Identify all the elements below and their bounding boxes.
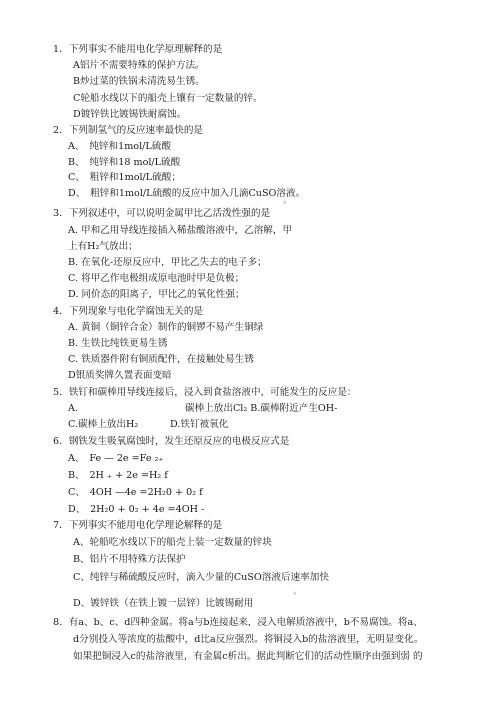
question-2-option-c: C、 粗锌和1mol/L硫酸；: [68, 172, 181, 183]
question-5-option-d: D.铁钉被氧化: [170, 419, 229, 430]
question-7-option-d: D、镀锌铁（在铁上镀一层锌）比镀锡耐用: [73, 598, 254, 609]
question-3-stem: 3．下列叙述中，可以说明金属甲比乙活泼性强的是: [53, 208, 271, 219]
page-mark-1: 4: [283, 200, 287, 206]
question-6-stem: 6．钢铁发生吸氧腐蚀时，发生还原反应的电极反应式是: [53, 436, 290, 447]
question-3-option-a-cont: 上有H₂气放出；: [68, 241, 138, 252]
question-7-option-b: B、铝片不用特殊方法保护: [73, 554, 186, 565]
question-3-option-d: D. 同价态的阳离子，甲比乙的氧化性强；: [68, 289, 245, 300]
question-4-stem: 4．下列现象与电化学腐蚀无关的是: [53, 306, 204, 317]
question-5-option-a-label: A.: [68, 403, 78, 414]
question-4-option-b: B. 生铁比纯铁更易生锈: [68, 338, 168, 349]
question-3-option-b: B. 在氧化-还原反应中，甲比乙失去的电子多；: [68, 257, 267, 268]
page-mark-2: 4: [293, 591, 297, 597]
question-1-option-a: A铝片不需要特殊的保护方法。: [73, 60, 205, 71]
question-5-stem: 5．铁钉和碳棒用导线连接后，浸入到食盐溶液中，可能发生的反应是：: [53, 387, 357, 398]
question-5-option-a-b: 碳棒上放出Cl₂ B.碳棒附近产生OH-: [185, 403, 338, 414]
question-1-option-c: C轮船水线以下的船壳上镶有一定数量的锌。: [73, 93, 263, 104]
question-4-option-a: A. 黄铜（铜锌合金）制作的铜锣不易产生铜绿: [68, 322, 264, 333]
question-2-stem: 2．下列制氢气的反应速率最快的是: [53, 125, 204, 136]
question-3-option-c: C. 将甲乙作电极组成原电池时甲是负极；: [68, 273, 245, 284]
question-1-option-b: B炒过菜的铁锅未清洗易生锈。: [73, 76, 205, 87]
question-4-option-c: C. 铁质器件附有铜质配件，在接触处易生锈: [68, 354, 254, 365]
question-3-option-a: A. 甲和乙用导线连接插入稀盐酸溶液中，乙溶解，甲: [68, 225, 293, 236]
question-2-option-b: B、 纯锌和18 mol/L硫酸: [68, 157, 181, 168]
question-2-option-d: D、 粗锌和1mol/L硫酸的反应中加入几滴CuSO溶液。: [68, 188, 306, 199]
question-7-option-a: A、轮船吃水线以下的船壳上装一定数量的锌块: [73, 537, 272, 548]
question-8-line-2: d分别投入等浓度的盐酸中，d比a反应强烈。将铜浸入b的盐溶液里，无明显变化。: [73, 634, 424, 645]
question-2-option-a: A、 纯锌和1mol/L硫酸: [68, 141, 171, 152]
question-8-line-3: 如果把铜浸入c的盐溶液里，有金属c析出。据此判断它们的活动性顺序由强到弱 的: [73, 651, 423, 662]
question-1-option-d: D镀锌铁比镀锡铁耐腐蚀。: [73, 109, 187, 120]
question-1-stem: 1．下列事实不能用电化学原理解释的是: [53, 44, 223, 55]
question-5-option-c: C.碳棒上放出H₂: [68, 419, 139, 430]
question-7-option-c: C、纯锌与稀硫酸反应时，滴入少量的CuSO溶液后速率加快: [73, 572, 329, 583]
question-4-option-d: D银质奖牌久置表面变暗: [68, 370, 172, 381]
question-7-stem: 7．下列事实不能用电化学理论解释的是: [53, 520, 223, 531]
question-6-option-b: B、 2H ₊ + 2e =H₂ f: [68, 470, 168, 481]
question-6-option-d: D、 2H₂0 + 0₂ + 4e =4OH -: [68, 504, 205, 515]
question-6-option-a: A、 Fe — 2e =Fe ₂₊: [68, 453, 164, 464]
question-8-stem: 8．有a、b、c、d四种金属。将a与b连接起来，浸入电解质溶液中，b不易腐蚀。将a、: [53, 617, 423, 628]
question-6-option-c: C、 4OH —4e =2H₂0 + 0₂ f: [68, 487, 203, 498]
